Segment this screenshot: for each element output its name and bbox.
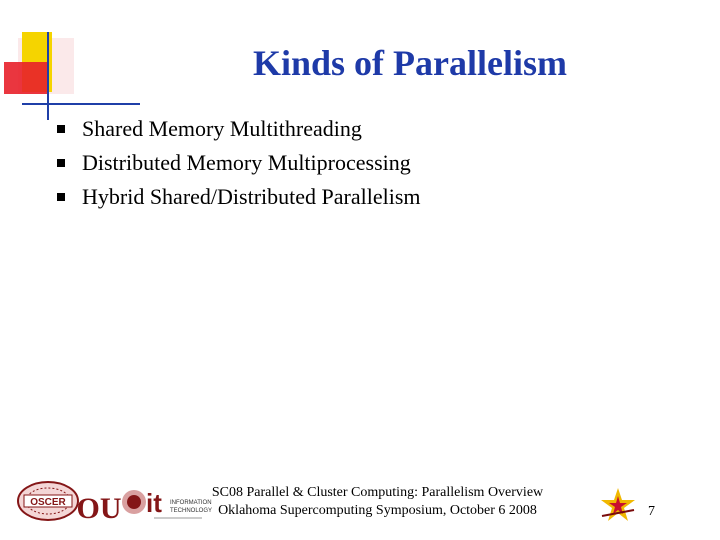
slide-footer	[170, 484, 585, 520]
bullet-item	[52, 146, 421, 180]
oscer-logo	[16, 480, 80, 522]
footer-line: Oklahoma Supercomputing Symposium, October 6 2008	[218, 503, 537, 518]
page-number: 7	[648, 504, 655, 519]
footer-line: SC08 Parallel & Cluster Computing: Parallelism Overview	[211, 485, 544, 500]
red-square-shape	[4, 62, 48, 94]
square-bullet-icon	[57, 125, 65, 133]
square-bullet-icon	[57, 193, 65, 201]
bullet-text: Distributed Memory Multiprocessing	[82, 150, 411, 175]
svg-text:OU: OU	[76, 492, 122, 525]
ou-logo	[76, 482, 122, 526]
bullet-text: Shared Memory Multithreading	[82, 116, 362, 141]
bullet-text: Hybrid Shared/Distributed Parallelism	[82, 184, 421, 209]
corner-decoration	[0, 0, 140, 120]
svg-text:it: it	[146, 488, 162, 518]
bullet-list	[52, 112, 421, 214]
svg-text:OSCER: OSCER	[30, 497, 66, 508]
bullet-item	[52, 180, 421, 214]
bullet-item	[52, 112, 421, 146]
square-bullet-icon	[57, 159, 65, 167]
star-logo	[598, 486, 638, 524]
svg-text:TECHNOLOGY: TECHNOLOGY	[170, 508, 213, 514]
slide-title: Kinds of Parallelism	[253, 43, 567, 83]
svg-text:INFORMATION: INFORMATION	[170, 500, 212, 506]
